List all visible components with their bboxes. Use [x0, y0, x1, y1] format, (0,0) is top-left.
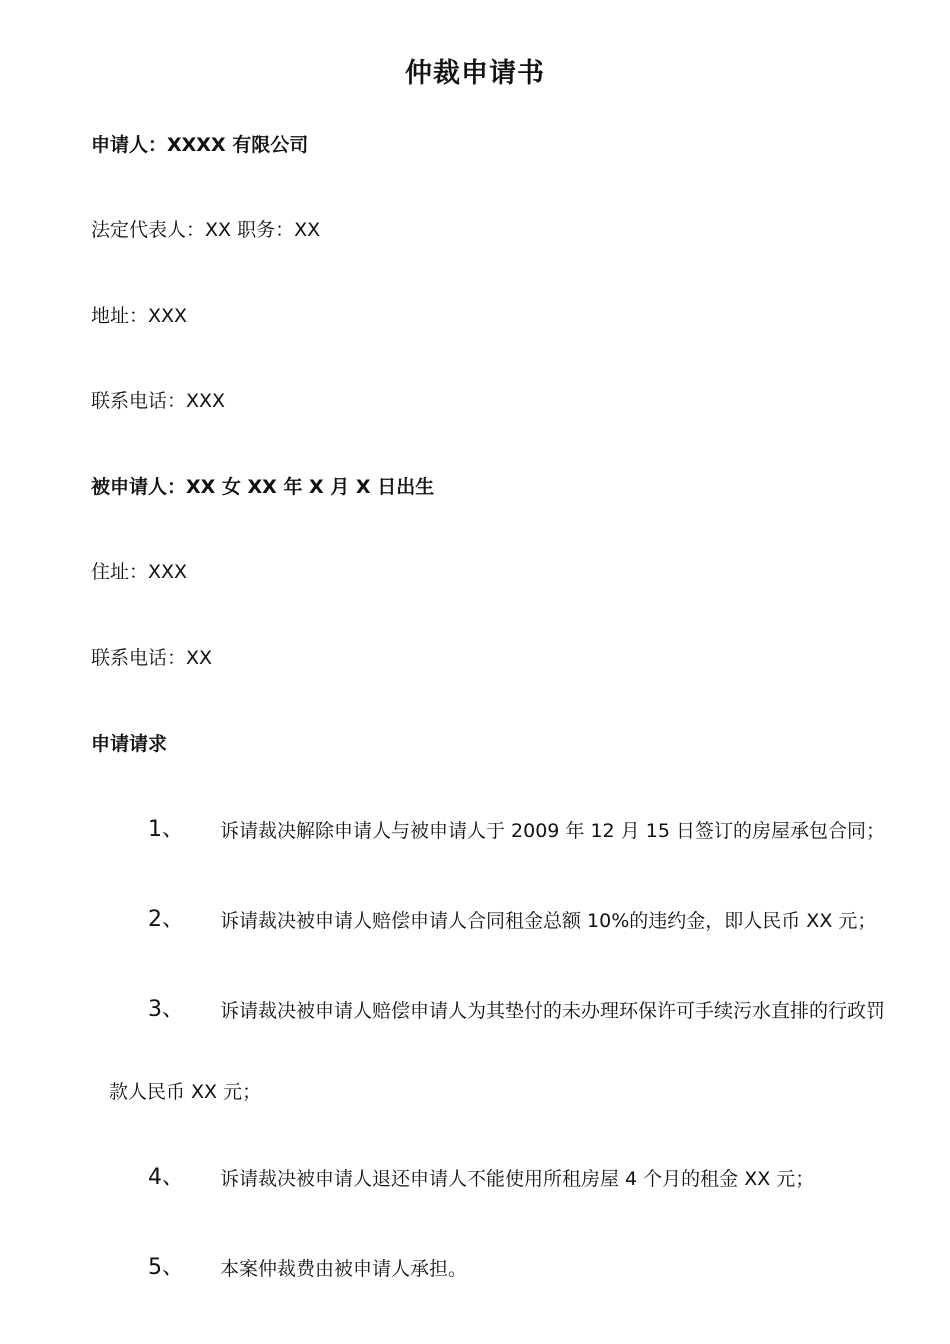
request-number: 5、 [148, 1255, 184, 1280]
applicant-representative: 法定代表人：XX 职务：XX [91, 219, 321, 241]
respondent-address: 住址：XXX [91, 561, 188, 583]
request-number: 2、 [148, 907, 184, 932]
respondent-phone: 联系电话：XX [91, 647, 213, 669]
applicant-address: 地址：XXX [91, 305, 188, 327]
applicant-name: 申请人：XXXX 有限公司 [91, 134, 309, 156]
request-text: 诉请裁决被申请人退还申请人不能使用所租房屋 4 个月的租金 XX 元； [220, 1168, 815, 1190]
document-title: 仲裁申请书 [405, 58, 545, 89]
respondent-name: 被申请人：XX 女 XX 年 X 月 X 日出生 [91, 476, 435, 498]
request-text: 诉请裁决被申请人赔偿申请人合同租金总额 10%的违约金，即人民币 XX 元； [220, 910, 877, 932]
applicant-phone: 联系电话：XXX [91, 390, 226, 412]
request-number: 3、 [148, 997, 184, 1022]
request-text: 诉请裁决被申请人赔偿申请人为其垫付的未办理环保许可手续污水直排的行政罚 [220, 1000, 886, 1022]
request-number: 1、 [148, 817, 184, 842]
request-text: 本案仲裁费由被申请人承担。 [220, 1258, 468, 1280]
request-text: 诉请裁决解除申请人与被申请人于 2009 年 12 月 15 日签订的房屋承包合同； [220, 820, 885, 842]
request-number: 4、 [148, 1165, 184, 1190]
request-text-continuation: 款人民币 XX 元； [109, 1081, 262, 1103]
requests-heading: 申请请求 [91, 733, 168, 755]
